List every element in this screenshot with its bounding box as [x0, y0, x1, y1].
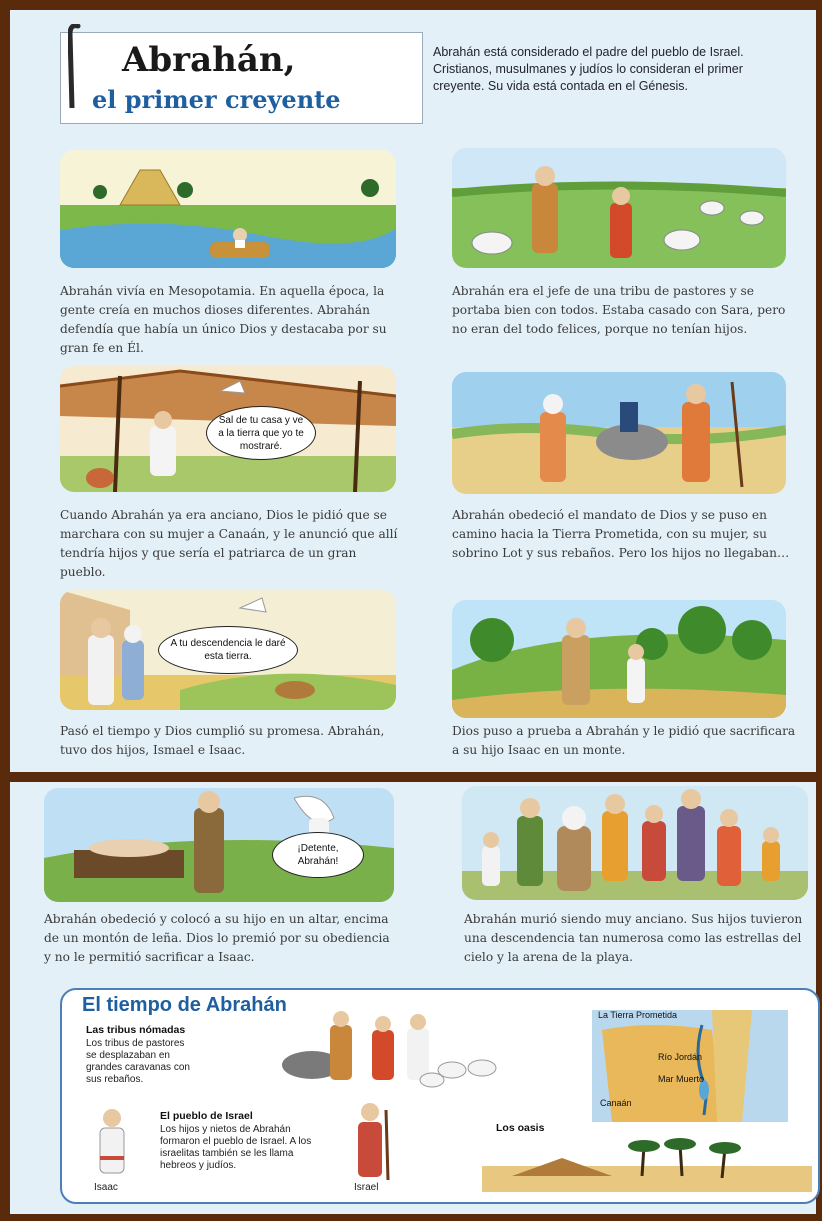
time-box-title: El tiempo de Abrahán — [82, 994, 287, 1016]
israel-figure — [352, 1102, 392, 1182]
panel-2-caption: Abrahán era el jefe de una tribu de pastores y se portaba bien con todos. Estaba casado con Sara, pero no eran del todo felices, porque no tenían hijos. — [452, 284, 786, 336]
top-page — [10, 10, 816, 772]
illustration-descendants — [462, 786, 808, 900]
map-jordan-label: Río Jordán — [658, 1052, 703, 1062]
panel-7-caption: Abrahán obedeció y colocó a su hijo en un altar, encima de un montón de leña. Dios lo premió por su obediencia y no le permitió sacrificar a Isaac. — [44, 912, 390, 964]
intro-text: Abrahán está considerado el padre del pueblo de Israel. Cristianos, musulmanes y judíos lo consideran el primer creyente. Su vida está contada en el Génesis. — [433, 45, 744, 93]
panel-3-caption: Cuando Abrahán ya era anciano, Dios le pidió que se marchara con su mujer a Canaán, y le anunció que allí tendría hijos y que sería el patriarca de un gran pueblo. — [60, 508, 398, 579]
panel-1-caption: Abrahán vivía en Mesopotamia. En aquella época, la gente creía en muchos dioses diferentes. Abrahán defendía que había un único Dios y destacaba por su gran fe en Él. — [60, 284, 387, 355]
time-of-abraham-box — [60, 988, 820, 1204]
panel-4-caption: Abrahán obedeció el mandato de Dios y se puso en camino hacia la Tierra Prometida, con su mujer, su sobrino Lot y sus rebaños. Pero los hijos no llegaban… — [452, 508, 790, 560]
illustration-test — [452, 600, 786, 718]
isaac-label: Isaac — [94, 1182, 118, 1193]
speech-bubble-god: Sal de tu casa y ve a la tierra que yo te mostraré. — [206, 406, 316, 460]
map-dead-sea-label: Mar Muerto — [658, 1074, 705, 1084]
oasis-illustration — [482, 1136, 812, 1192]
panel-6-caption: Dios puso a prueba a Abrahán y le pidió que sacrificara a su hijo Isaac en un monte. — [452, 724, 796, 757]
israel-text: Los hijos y nietos de Abrahán formaron el pueblo de Israel. A los israelitas también se les llama hebreos y judíos. — [160, 1124, 312, 1171]
speech-bubble-angel: ¡Detente, Abrahán! — [272, 832, 364, 878]
caravan-illustration — [272, 1010, 502, 1090]
page-subtitle: el primer creyente — [92, 85, 341, 114]
nomads-heading: Las tribus nómadas — [86, 1024, 186, 1036]
illustration-journey — [452, 372, 786, 494]
page-title: Abrahán, — [122, 40, 296, 80]
nomads-text: Los tribus de pastores se desplazaban en grandes caravanas con sus rebaños. — [86, 1038, 190, 1085]
isaac-figure — [92, 1108, 132, 1180]
oasis-heading: Los oasis — [496, 1122, 545, 1134]
israel-label: Israel — [354, 1182, 379, 1193]
shepherd-staff-icon — [68, 24, 82, 108]
bottom-page — [10, 782, 816, 1214]
illustration-shepherds — [452, 148, 786, 268]
speech-bubble-promise: A tu descendencia le daré esta tierra. — [158, 626, 298, 674]
illustration-mesopotamia — [60, 150, 396, 268]
panel-8-caption: Abrahán murió siendo muy anciano. Sus hijos tuvieron una descendencia tan numerosa como las estrellas del cielo y la arena de la playa. — [464, 912, 803, 964]
panel-5-caption: Pasó el tiempo y Dios cumplió su promesa. Abrahán, tuvo dos hijos, Ismael e Isaac. — [60, 724, 385, 757]
israel-heading: El pueblo de Israel — [160, 1110, 253, 1122]
map-canaan-label: Canaán — [600, 1098, 632, 1108]
map-title: La Tierra Prometida — [598, 1010, 678, 1020]
